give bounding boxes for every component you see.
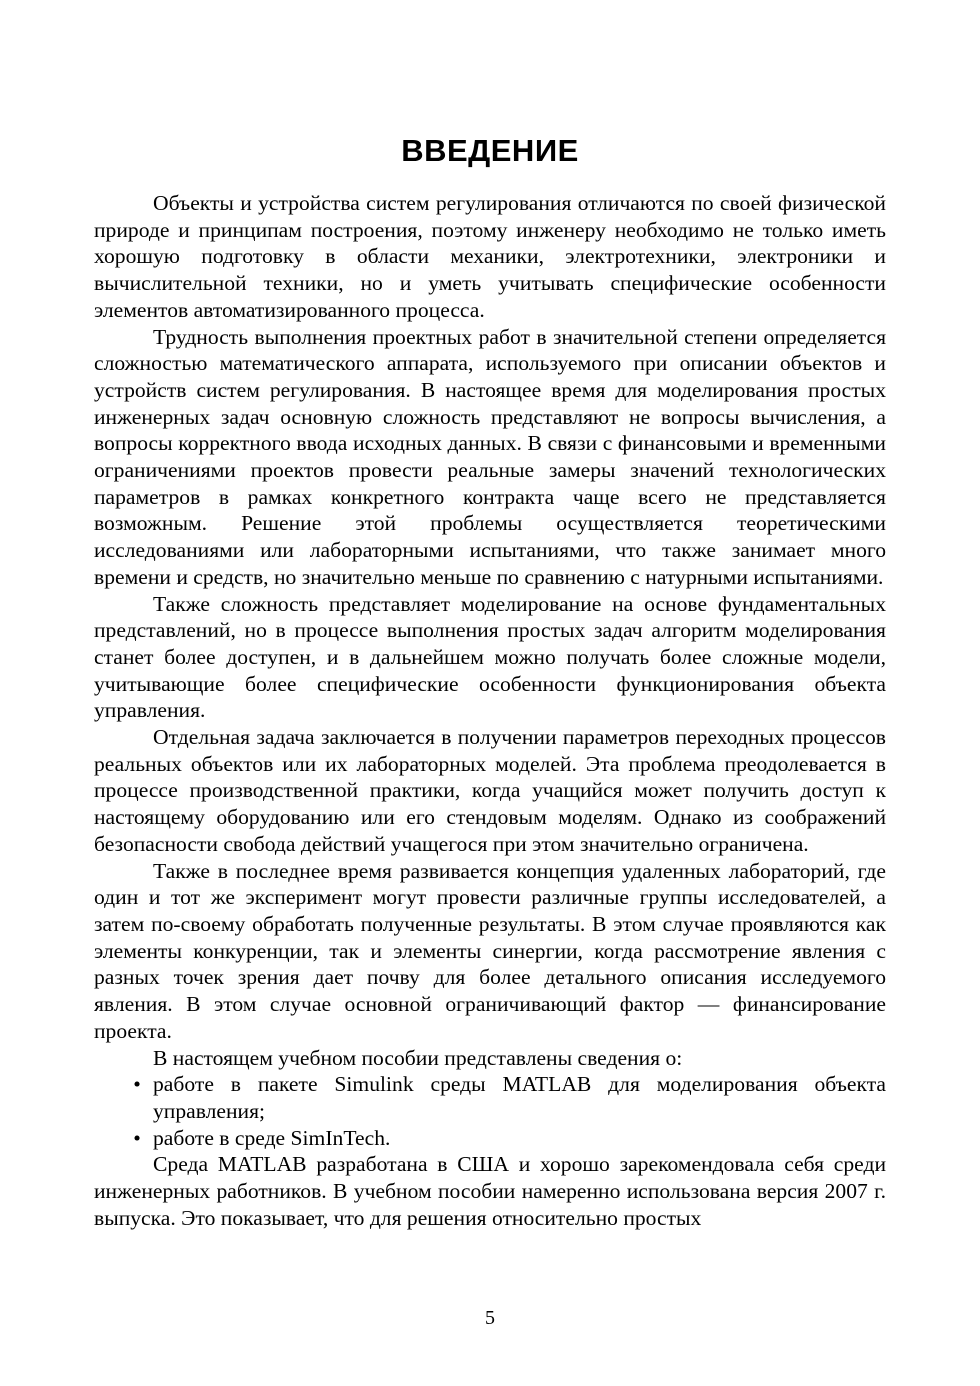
paragraph: Также в последнее время развивается концепция удаленных лабораторий, где один и тот же эксперимент могут провести различные группы исследователей, а затем по-своему обработать полученные результаты. В этом случае проявляются как элементы конкуренции, так и элементы синергии, когда рассмотрение явления с разных точек зрения дает почву для более детального описания исследуемого явления. В этом случае основной ограничивающий фактор — финансирование проекта.: [94, 858, 886, 1043]
bullet-icon: •: [133, 1072, 141, 1097]
closing-paragraph: Среда MATLAB разработана в США и хорошо зарекомендовала себя среди инженерных работников. В учебном пособии намеренно использована версия 2007 г. выпуска. Это показывает, что для решения относительно простых: [94, 1152, 886, 1230]
chapter-title: ВВЕДЕНИЕ: [401, 133, 579, 168]
bullet-list: [94, 1071, 886, 1151]
list-item: [94, 1125, 886, 1152]
list-intro-paragraph: В настоящем учебном пособии представлены сведения о:: [153, 1045, 683, 1070]
bullet-icon: •: [133, 1125, 141, 1150]
body-text: [94, 190, 886, 1231]
list-item-text: работе в пакете Simulink среды MATLAB для моделирования объекта управления;: [153, 1072, 886, 1123]
paragraph: Трудность выполнения проектных работ в значительной степени определяется сложностью математического аппарата, используемого при описании объектов и устройств систем регулирования. В настоящее время для моделирования простых инженерных задач основную сложность представляют не вопросы вычисления, а вопросы корректного ввода исходных данных. В связи с финансовыми и временными ограничениями проектов провести реальные замеры значений технологических параметров в рамках конкретного контракта чаще всего не представляется возможным. Решение этой проблемы осуществляется теоретическими исследованиями или лабораторными испытаниями, что также занимает много времени и средств, но значительно меньше по сравнению с натурными испытаниями.: [94, 324, 886, 589]
paragraph: Также сложность представляет моделирование на основе фундаментальных представлений, но в процессе выполнения простых задач алгоритм моделирования станет более доступен, и в дальнейшем можно получать более сложные модели, учитывающие более специфические особенности функционирования объекта управления.: [94, 591, 886, 723]
paragraph: Отдельная задача заключается в получении параметров переходных процессов реальных объектов или их лабораторных моделей. Эта проблема преодолевается в процессе производственной практики, когда учащийся может получить доступ к настоящему оборудованию или его стендовым моделям. Однако из соображений безопасности свобода действий учащегося при этом значительно ограничена.: [94, 725, 886, 856]
list-item: [94, 1071, 886, 1124]
paragraph: Объекты и устройства систем регулирования отличаются по своей физической природе и принципам построения, поэтому инженеру необходимо не только иметь хорошую подготовку в области механики, электротехники, электроники и вычислительной техники, но и уметь учитывать специфические особенности элементов автоматизированного процесса.: [94, 191, 886, 322]
page-number: 5: [485, 1307, 495, 1329]
list-item-text: работе в среде SimInTech.: [153, 1125, 391, 1150]
